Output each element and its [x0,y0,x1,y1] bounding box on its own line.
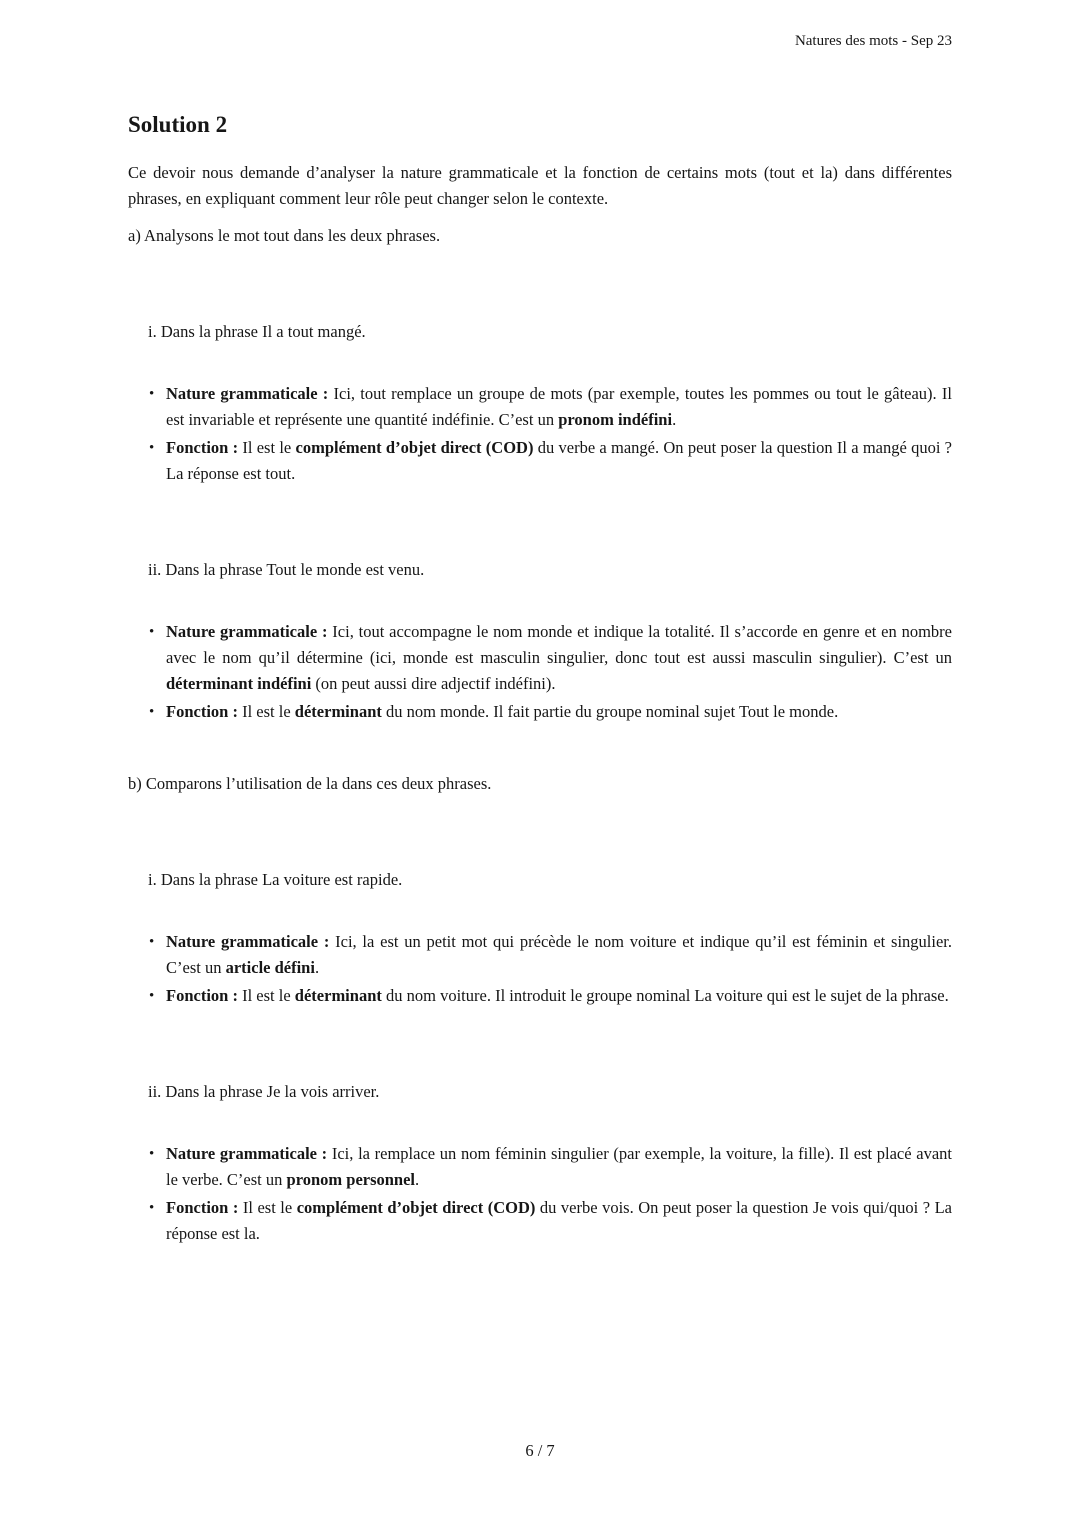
item-b-ii-heading: ii. Dans la phrase Je la vois arriver. [148,1082,380,1101]
section-b-lead: b) Comparons l’utilisation de la dans ces deux phrases. [128,774,492,793]
page-title: Solution 2 [128,112,228,137]
bullet-text: Nature grammaticale : Ici, tout accompagne le nom monde et indique la totalité. Il s’accorde en genre et en nombre avec le nom qu’il détermine (ici, monde est masculin singulier, donc tout est aussi masculin singulier). C’est un déterminant indéfini (on peut aussi dire adjectif indéfini). [166,622,952,693]
item-b-i-heading: i. Dans la phrase La voiture est rapide. [148,870,403,889]
bullet-fonction [128,699,952,725]
section-a [128,223,952,725]
bullet-nature-grammaticale [128,619,952,697]
bullet-nature-grammaticale [128,929,952,981]
item-a-ii-bullets [128,619,952,725]
bullet-fonction [128,983,952,1009]
header-text: Natures des mots - Sep 23 [794,33,952,49]
bullet-text: Fonction : Il est le complément d’objet direct (COD) du verbe a mangé. On peut poser la question Il a mangé quoi ? La réponse est tout. [166,438,952,483]
bullet-icon: • [149,988,155,1004]
bullet-fonction [128,1195,952,1247]
bullet-text: Nature grammaticale : Ici, la remplace un nom féminin singulier (par exemple, la voiture, la fille). Il est placé avant le verbe. C’est un pronom personnel. [166,1144,952,1189]
item-a-i [128,319,952,487]
bullet-text: Nature grammaticale : Ici, tout remplace un groupe de mots (par exemple, toutes les pommes ou tout le gâteau). Il est invariable et représente une quantité indéfinie. C’est un pronom indéfini. [166,384,952,429]
item-b-i-bullets [128,929,952,1009]
item-b-ii [128,1079,952,1247]
bullet-text: Nature grammaticale : Ici, la est un petit mot qui précède le nom voiture et indique qu’il est féminin et singulier. C’est un article défini. [166,932,952,977]
item-a-ii [128,557,952,725]
bullet-nature-grammaticale [128,381,952,433]
bullet-icon: • [149,704,155,720]
item-b-ii-bullets [128,1141,952,1247]
page-footer [0,1441,1080,1461]
bullet-text: Fonction : Il est le déterminant du nom monde. Il fait partie du groupe nominal sujet Tout le monde. [166,702,839,721]
bullet-icon: • [149,624,155,640]
page-header [128,32,952,50]
page-number: 6 / 7 [525,1441,555,1460]
bullet-fonction [128,435,952,487]
bullet-icon: • [149,1200,155,1216]
bullet-icon: • [149,386,155,402]
item-a-i-heading: i. Dans la phrase Il a tout mangé. [148,322,366,341]
bullet-icon: • [149,440,155,456]
intro-paragraph: Ce devoir nous demande d’analyser la nature grammaticale et la fonction de certains mots (tout et la) dans différentes phrases, en expliquant comment leur rôle peut changer selon le contexte. [128,163,952,208]
bullet-nature-grammaticale [128,1141,952,1193]
bullet-icon: • [149,1146,155,1162]
section-a-lead: a) Analysons le mot tout dans les deux phrases. [128,226,441,245]
item-a-ii-heading: ii. Dans la phrase Tout le monde est venu. [148,560,425,579]
bullet-text: Fonction : Il est le déterminant du nom voiture. Il introduit le groupe nominal La voiture qui est le sujet de la phrase. [166,986,949,1005]
bullet-icon: • [149,934,155,950]
item-b-i [128,867,952,1009]
section-b [128,771,952,1247]
item-a-i-bullets [128,381,952,487]
bullet-text: Fonction : Il est le complément d’objet direct (COD) du verbe vois. On peut poser la question Je vois qui/quoi ? La réponse est la. [166,1198,952,1243]
